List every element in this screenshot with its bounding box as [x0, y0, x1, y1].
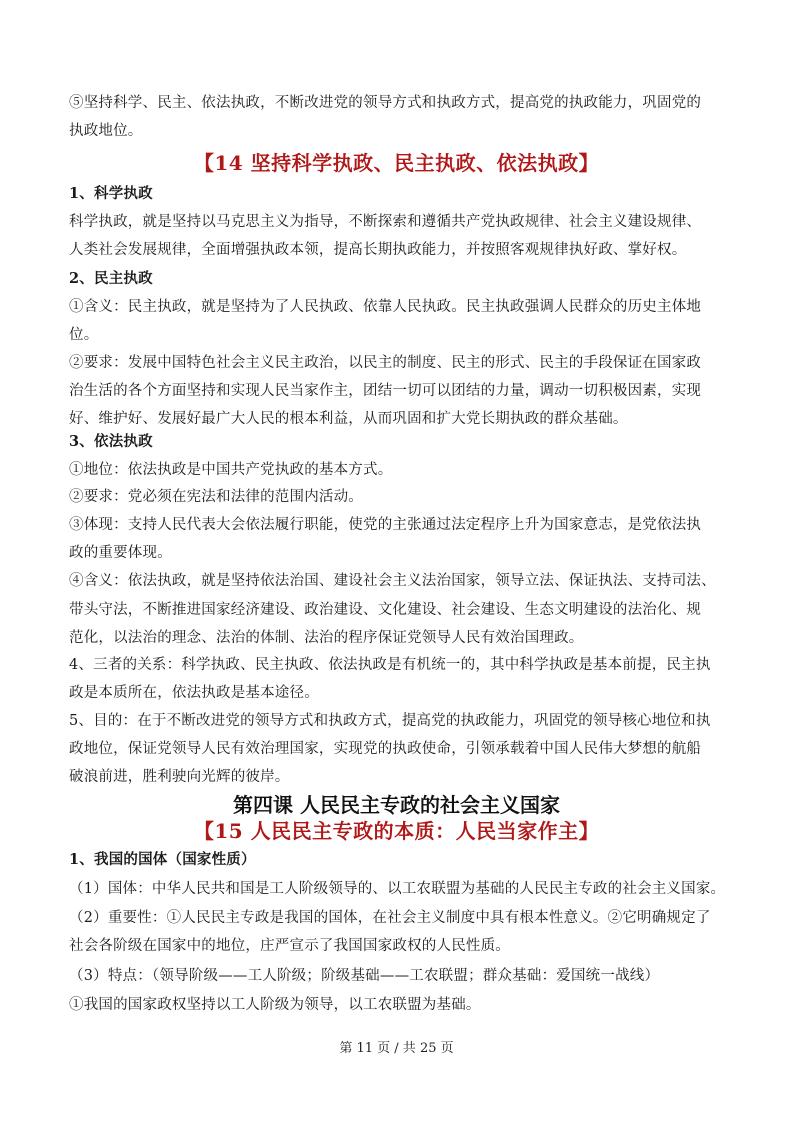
sub-heading-democratic: 2、民主执政: [69, 270, 153, 287]
paragraph-line: 范化，以法治的理念、法治的体制、法治的程序保证党领导人民有效治国理政。: [69, 630, 584, 646]
paragraph-line: 政是本质所在，依法执政是基本途径。: [69, 685, 319, 701]
paragraph-line: 5、目的：在于不断改进党的领导方式和执政方式，提高党的执政能力，巩固党的领导核心地位和执: [69, 713, 711, 729]
sub-heading-scientific: 1、科学执政: [69, 185, 153, 202]
paragraph-line: ①地位：依法执政是中国共产党执政的基本方式。: [69, 462, 393, 478]
sub-heading-law-based: 3、依法执政: [69, 433, 153, 450]
paragraph-line: ②要求：党必须在宪法和法律的范围内活动。: [69, 489, 363, 505]
intro-line: 执政地位。: [69, 123, 143, 139]
sub-heading-state-system: 1、我国的国体（国家性质）: [69, 851, 256, 868]
paragraph-line: 政的重要体现。: [69, 545, 172, 561]
paragraph-line: 破浪前进，胜利驶向光辉的彼岸。: [69, 769, 290, 785]
paragraph-line: （3）特点：（领导阶级——工人阶级；阶级基础——工农联盟；群众基础：爱国统一战线）: [69, 968, 660, 984]
paragraph-line: 治生活的各个方面坚持和实现人民当家作主，团结一切可以团结的力量，调动一切积极因素，实现: [69, 383, 702, 399]
paragraph-line: ①我国的国家政权坚持以工人阶级为领导，以工农联盟为基础。: [69, 997, 481, 1013]
section-15-title: 【15 人民民主专政的本质：人民当家作主】: [193, 819, 600, 843]
paragraph-line: 科学执政，就是坚持以马克思主义为指导，不断探索和遵循共产党执政规律、社会主义建设规律、: [69, 214, 702, 230]
chapter-4-title: 第四课 人民民主专政的社会主义国家: [233, 793, 560, 817]
paragraph-line: ③体现：支持人民代表大会依法履行职能，使党的主张通过法定程序上升为国家意志，是党依法执: [69, 517, 702, 533]
paragraph-line: （1）国体：中华人民共和国是工人阶级领导的、以工农联盟为基础的人民民主专政的社会主义国家。: [69, 881, 726, 897]
paragraph-line: （2）重要性：①人民民主专政是我国的国体，在社会主义制度中具有根本性意义。②它明确规定了: [69, 910, 711, 926]
paragraph-line: 政地位，保证党领导人民有效治理国家，实现党的执政使命，引领承载着中国人民伟大梦想的航船: [69, 741, 702, 757]
paragraph-line: 人类社会发展规律，全面增强执政本领，提高长期执政能力，并按照客观规律执好政、掌好权。: [69, 242, 687, 258]
page-number: 第 11 页 / 共 25 页: [339, 1041, 454, 1056]
paragraph-line: ②要求：发展中国特色社会主义民主政治，以民主的制度、民主的形式、民主的手段保证在国家政: [69, 355, 702, 371]
intro-line: ⑤坚持科学、民主、依法执政，不断改进党的领导方式和执政方式，提高党的执政能力，巩固党的: [69, 95, 702, 111]
paragraph-line: ①含义：民主执政，就是坚持为了人民执政、依靠人民执政。民主执政强调人民群众的历史主体地: [69, 299, 702, 315]
paragraph-line: 带头守法，不断推进国家经济建设、政治建设、文化建设、社会建设、生态文明建设的法治化、规: [69, 602, 702, 618]
section-14-title: 【14 坚持科学执政、民主执政、依法执政】: [193, 151, 600, 175]
paragraph-line: 社会各阶级在国家中的地位，庄严宣示了我国国家政权的人民性质。: [69, 938, 510, 954]
paragraph-line: ④含义：依法执政，就是坚持依法治国、建设社会主义法治国家，领导立法、保证执法、支持司法、: [69, 573, 716, 589]
paragraph-line: 4、三者的关系：科学执政、民主执政、依法执政是有机统一的，其中科学执政是基本前提，民主执: [69, 657, 711, 673]
paragraph-line: 好、维护好、发展好最广大人民的根本利益，从而巩固和扩大党长期执政的群众基础。: [69, 411, 628, 427]
paragraph-line: 位。: [69, 327, 99, 343]
